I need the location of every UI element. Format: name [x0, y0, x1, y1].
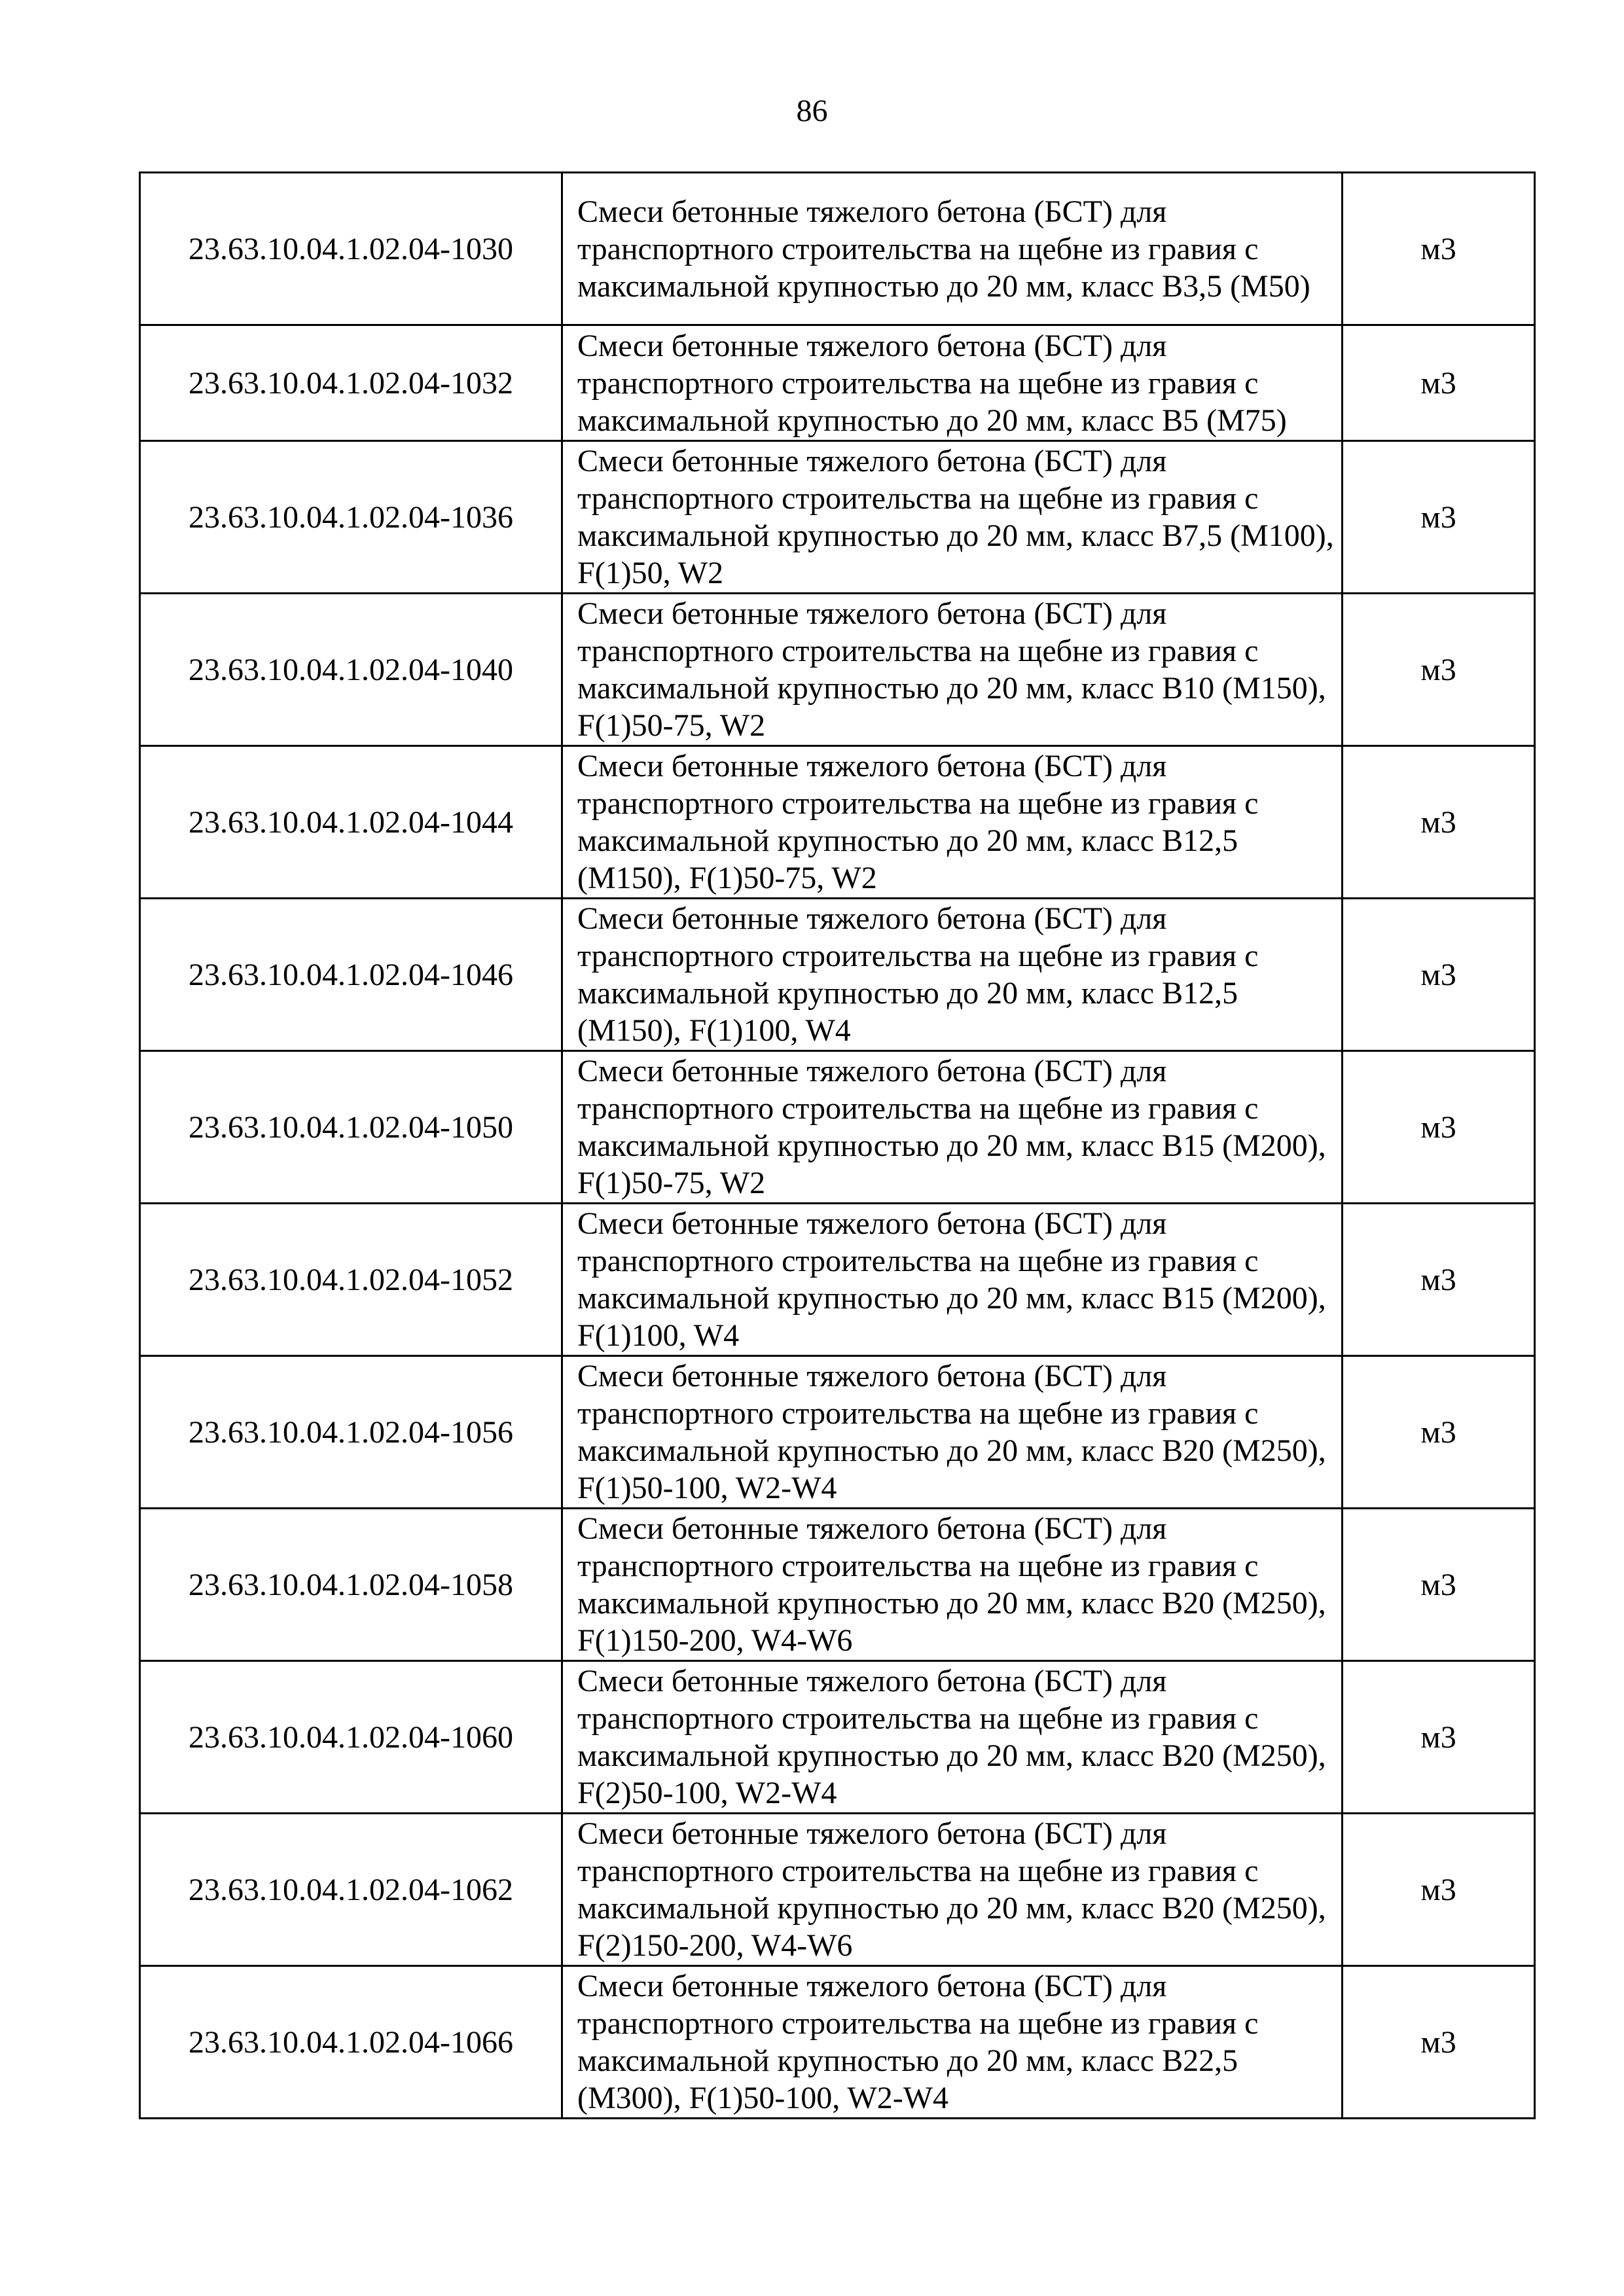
unit-of-measure: м3	[1343, 1051, 1535, 1204]
resource-description: Смеси бетонные тяжелого бетона (БСТ) для транспортного строительства на щебне из гравия с максимальной крупностью до 20 мм, класс В20 (М250), F(2)50-100, W2-W4	[562, 1661, 1343, 1814]
table-row	[140, 1661, 1535, 1814]
resource-description: Смеси бетонные тяжелого бетона (БСТ) для транспортного строительства на щебне из гравия с максимальной крупностью до 20 мм, класс В3,5 (М50)	[562, 173, 1343, 325]
page-number: 86	[796, 94, 828, 128]
resource-description: Смеси бетонные тяжелого бетона (БСТ) для транспортного строительства на щебне из гравия с максимальной крупностью до 20 мм, класс В22,5 (М300), F(1)50-100, W2-W4	[562, 1966, 1343, 2119]
unit-of-measure: м3	[1343, 325, 1535, 441]
table-row	[140, 899, 1535, 1051]
table-row	[140, 1509, 1535, 1661]
unit-of-measure: м3	[1343, 173, 1535, 325]
table-row	[140, 1051, 1535, 1204]
table-row	[140, 1966, 1535, 2119]
resource-description: Смеси бетонные тяжелого бетона (БСТ) для транспортного строительства на щебне из гравия с максимальной крупностью до 20 мм, класс В20 (М250), F(1)50-100, W2-W4	[562, 1356, 1343, 1509]
resource-description: Смеси бетонные тяжелого бетона (БСТ) для транспортного строительства на щебне из гравия с максимальной крупностью до 20 мм, класс В10 (М150), F(1)50-75, W2	[562, 594, 1343, 746]
resource-code: 23.63.10.04.1.02.04-1052	[140, 1204, 562, 1356]
unit-of-measure: м3	[1343, 594, 1535, 746]
unit-of-measure: м3	[1343, 1509, 1535, 1661]
table-row	[140, 1814, 1535, 1966]
unit-of-measure: м3	[1343, 899, 1535, 1051]
resource-code: 23.63.10.04.1.02.04-1032	[140, 325, 562, 441]
unit-of-measure: м3	[1343, 1966, 1535, 2119]
unit-of-measure: м3	[1343, 1661, 1535, 1814]
unit-of-measure: м3	[1343, 746, 1535, 899]
table-row	[140, 594, 1535, 746]
table-row	[140, 173, 1535, 325]
resource-description: Смеси бетонные тяжелого бетона (БСТ) для транспортного строительства на щебне из гравия с максимальной крупностью до 20 мм, класс В15 (М200), F(1)100, W4	[562, 1204, 1343, 1356]
resource-code: 23.63.10.04.1.02.04-1056	[140, 1356, 562, 1509]
table-row	[140, 746, 1535, 899]
resource-code: 23.63.10.04.1.02.04-1066	[140, 1966, 562, 2119]
table-row	[140, 441, 1535, 594]
resource-code: 23.63.10.04.1.02.04-1050	[140, 1051, 562, 1204]
resource-description: Смеси бетонные тяжелого бетона (БСТ) для транспортного строительства на щебне из гравия с максимальной крупностью до 20 мм, класс В12,5 (М150), F(1)100, W4	[562, 899, 1343, 1051]
resource-code: 23.63.10.04.1.02.04-1058	[140, 1509, 562, 1661]
unit-of-measure: м3	[1343, 1204, 1535, 1356]
resource-description: Смеси бетонные тяжелого бетона (БСТ) для транспортного строительства на щебне из гравия с максимальной крупностью до 20 мм, класс В7,5 (М100), F(1)50, W2	[562, 441, 1343, 594]
resource-description: Смеси бетонные тяжелого бетона (БСТ) для транспортного строительства на щебне из гравия с максимальной крупностью до 20 мм, класс В15 (М200), F(1)50-75, W2	[562, 1051, 1343, 1204]
resource-code: 23.63.10.04.1.02.04-1060	[140, 1661, 562, 1814]
resource-description: Смеси бетонные тяжелого бетона (БСТ) для транспортного строительства на щебне из гравия с максимальной крупностью до 20 мм, класс В20 (М250), F(2)150-200, W4-W6	[562, 1814, 1343, 1966]
resource-code: 23.63.10.04.1.02.04-1036	[140, 441, 562, 594]
resource-code: 23.63.10.04.1.02.04-1030	[140, 173, 562, 325]
unit-of-measure: м3	[1343, 1814, 1535, 1966]
table-row	[140, 325, 1535, 441]
resource-code: 23.63.10.04.1.02.04-1044	[140, 746, 562, 899]
resource-description: Смеси бетонные тяжелого бетона (БСТ) для транспортного строительства на щебне из гравия с максимальной крупностью до 20 мм, класс В12,5 (М150), F(1)50-75, W2	[562, 746, 1343, 899]
resource-code: 23.63.10.04.1.02.04-1040	[140, 594, 562, 746]
table-row	[140, 1204, 1535, 1356]
resource-description: Смеси бетонные тяжелого бетона (БСТ) для транспортного строительства на щебне из гравия с максимальной крупностью до 20 мм, класс В5 (М75)	[562, 325, 1343, 441]
unit-of-measure: м3	[1343, 1356, 1535, 1509]
table-row	[140, 1356, 1535, 1509]
resource-table	[139, 171, 1536, 2119]
unit-of-measure: м3	[1343, 441, 1535, 594]
resource-description: Смеси бетонные тяжелого бетона (БСТ) для транспортного строительства на щебне из гравия с максимальной крупностью до 20 мм, класс В20 (М250), F(1)150-200, W4-W6	[562, 1509, 1343, 1661]
resource-code: 23.63.10.04.1.02.04-1046	[140, 899, 562, 1051]
resource-code: 23.63.10.04.1.02.04-1062	[140, 1814, 562, 1966]
